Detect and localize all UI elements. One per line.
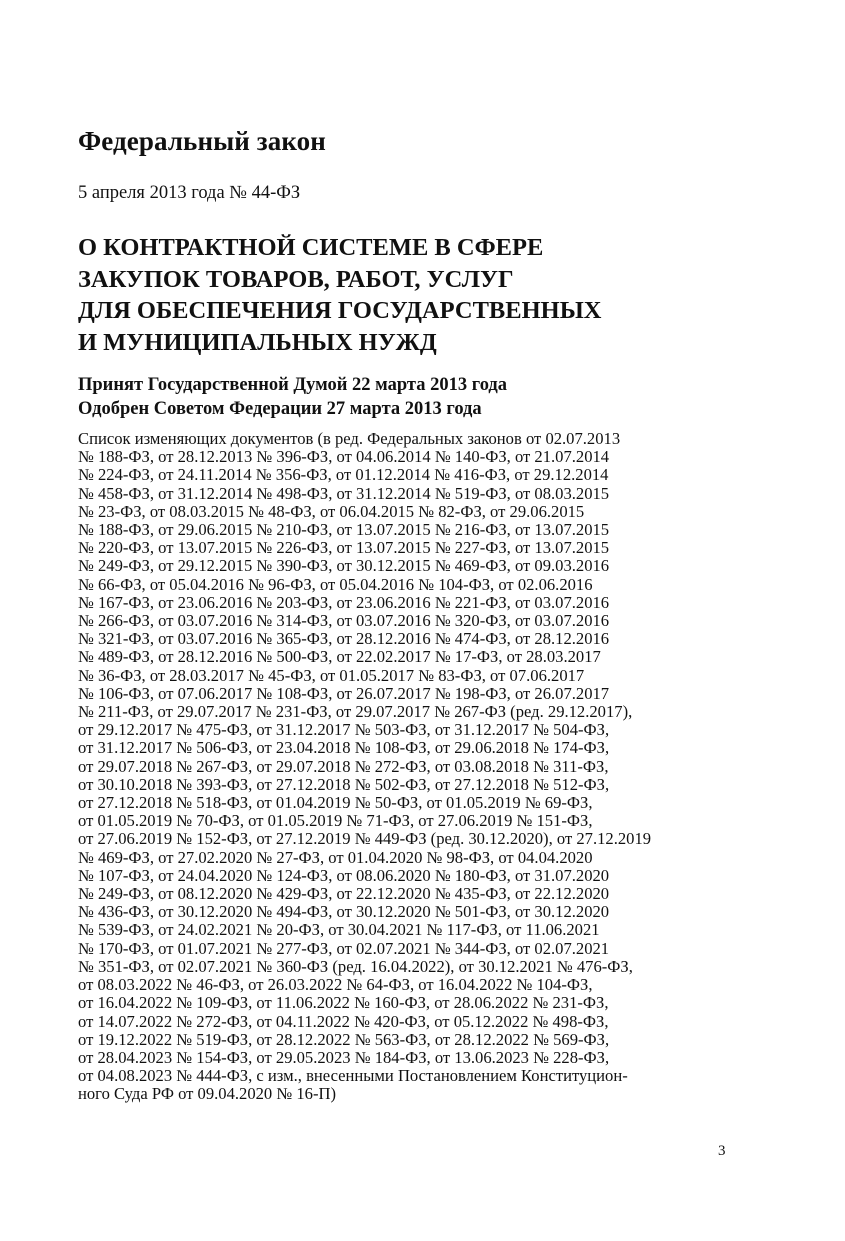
amendments-line: № 107-ФЗ, от 24.04.2020 № 124-ФЗ, от 08.06.2020 № 180-ФЗ, от 31.07.2020 [78,865,610,885]
amendments-line: № 469-ФЗ, от 27.02.2020 № 27-ФЗ, от 01.04.2020 № 98-ФЗ, от 04.04.2020 [78,847,593,867]
amendments-line: № 539-ФЗ, от 24.02.2021 № 20-ФЗ, от 30.04.2021 № 117-ФЗ, от 11.06.2021 [78,920,600,940]
amendments-line: № 220-ФЗ, от 13.07.2015 № 226-ФЗ, от 13.07.2015 № 227-ФЗ, от 13.07.2015 [78,538,610,558]
amendments-line: от 29.07.2018 № 267-ФЗ, от 29.07.2018 № 272-ФЗ, от 03.08.2018 № 311-ФЗ, [78,756,609,776]
law-title-line: ЗАКУПОК ТОВАРОВ, РАБОТ, УСЛУГ [78,265,514,293]
amendments-line: № 436-ФЗ, от 30.12.2020 № 494-ФЗ, от 30.12.2020 № 501-ФЗ, от 30.12.2020 [78,902,610,922]
adoption-info [78,373,507,421]
page-number: 3 [718,1143,726,1159]
amendments-line: от 30.10.2018 № 393-ФЗ, от 27.12.2018 № 502-ФЗ, от 27.12.2018 № 512-ФЗ, [78,774,610,794]
amendments-line: № 170-ФЗ, от 01.07.2021 № 277-ФЗ, от 02.07.2021 № 344-ФЗ, от 02.07.2021 [78,938,610,958]
amendments-line: № 489-ФЗ, от 28.12.2016 № 500-ФЗ, от 22.02.2017 № 17-ФЗ, от 28.03.2017 [78,647,601,667]
amendments-line: от 04.08.2023 № 444-ФЗ, с изм., внесенными Постановлением Конституцион- [78,1066,628,1086]
amendments-line: № 36-ФЗ, от 28.03.2017 № 45-ФЗ, от 01.05.2017 № 83-ФЗ, от 07.06.2017 [78,665,585,685]
amendments-line: № 249-ФЗ, от 08.12.2020 № 429-ФЗ, от 22.12.2020 № 435-ФЗ, от 22.12.2020 [78,884,610,904]
amendments-line: № 188-ФЗ, от 29.06.2015 № 210-ФЗ, от 13.07.2015 № 216-ФЗ, от 13.07.2015 [78,520,610,540]
amendments-line: № 458-ФЗ, от 31.12.2014 № 498-ФЗ, от 31.12.2014 № 519-ФЗ, от 08.03.2015 [78,483,610,503]
amendments-line: от 19.12.2022 № 519-ФЗ, от 28.12.2022 № 563-ФЗ, от 28.12.2022 № 569-ФЗ, [78,1029,610,1049]
amendments-line: ного Суда РФ от 09.04.2020 № 16-П) [78,1084,336,1104]
amendments-line: № 188-ФЗ, от 28.12.2013 № 396-ФЗ, от 04.06.2014 № 140-ФЗ, от 21.07.2014 [78,447,610,467]
amendments-line: № 321-ФЗ, от 03.07.2016 № 365-ФЗ, от 28.12.2016 № 474-ФЗ, от 28.12.2016 [78,629,610,649]
amendments-line: от 14.07.2022 № 272-ФЗ, от 04.11.2022 № 420-ФЗ, от 05.12.2022 № 498-ФЗ, [78,1011,609,1031]
amendments-line: от 27.06.2019 № 152-ФЗ, от 27.12.2019 № 449-ФЗ (ред. 30.12.2020), от 27.12.2019 [78,829,652,849]
amendments-line: от 01.05.2019 № 70-ФЗ, от 01.05.2019 № 71-ФЗ, от 27.06.2019 № 151-ФЗ, [78,811,593,831]
amendments-line: № 106-ФЗ, от 07.06.2017 № 108-ФЗ, от 26.07.2017 № 198-ФЗ, от 26.07.2017 [78,683,610,703]
amendments-line: от 27.12.2018 № 518-ФЗ, от 01.04.2019 № 50-ФЗ, от 01.05.2019 № 69-ФЗ, [78,793,593,813]
amendments-line: № 167-ФЗ, от 23.06.2016 № 203-ФЗ, от 23.06.2016 № 221-ФЗ, от 03.07.2016 [78,592,610,612]
amendments-line: от 16.04.2022 № 109-ФЗ, от 11.06.2022 № 160-ФЗ, от 28.06.2022 № 231-ФЗ, [78,993,609,1013]
amendments-line: от 08.03.2022 № 46-ФЗ, от 26.03.2022 № 64-ФЗ, от 16.04.2022 № 104-ФЗ, [78,975,593,995]
amendments-line: от 31.12.2017 № 506-ФЗ, от 23.04.2018 № 108-ФЗ, от 29.06.2018 № 174-ФЗ, [78,738,610,758]
amendments-line: № 66-ФЗ, от 05.04.2016 № 96-ФЗ, от 05.04.2016 № 104-ФЗ, от 02.06.2016 [78,574,593,594]
document-type-heading: Федеральный закон [78,126,326,156]
law-title-line: ДЛЯ ОБЕСПЕЧЕНИЯ ГОСУДАРСТВЕННЫХ [78,297,602,324]
law-title-line: О КОНТРАКТНОЙ СИСТЕМЕ В СФЕРЕ [78,234,544,261]
amendments-line: от 29.12.2017 № 475-ФЗ, от 31.12.2017 № 503-ФЗ, от 31.12.2017 № 504-ФЗ, [78,720,610,740]
law-title-line: И МУНИЦИПАЛЬНЫХ НУЖД [78,328,437,356]
amendments-line: № 249-ФЗ, от 29.12.2015 № 390-ФЗ, от 30.12.2015 № 469-ФЗ, от 09.03.2016 [78,556,610,576]
amendments-line: № 224-ФЗ, от 24.11.2014 № 356-ФЗ, от 01.12.2014 № 416-ФЗ, от 29.12.2014 [78,465,609,485]
amendments-line: от 28.04.2023 № 154-ФЗ, от 29.05.2023 № 184-ФЗ, от 13.06.2023 № 228-ФЗ, [78,1047,610,1067]
council-approval-line: Одобрен Советом Федерации 27 марта 2013 года [78,399,482,419]
amendments-line: № 211-ФЗ, от 29.07.2017 № 231-ФЗ, от 29.07.2017 № 267-ФЗ (ред. 29.12.2017), [78,702,633,722]
amendments-line: Список изменяющих документов (в ред. Федеральных законов от 02.07.2013 [78,429,621,448]
amendments-list [78,430,738,1104]
law-title [78,232,601,358]
duma-adoption-line: Принят Государственной Думой 22 марта 2013 года [78,375,508,395]
law-date-number: 5 апреля 2013 года № 44-ФЗ [78,183,301,203]
amendments-line: № 266-ФЗ, от 03.07.2016 № 314-ФЗ, от 03.07.2016 № 320-ФЗ, от 03.07.2016 [78,611,610,631]
amendments-line: № 23-ФЗ, от 08.03.2015 № 48-ФЗ, от 06.04.2015 № 82-ФЗ, от 29.06.2015 [78,501,585,521]
amendments-line: № 351-ФЗ, от 02.07.2021 № 360-ФЗ (ред. 16.04.2022), от 30.12.2021 № 476-ФЗ, [78,956,633,976]
